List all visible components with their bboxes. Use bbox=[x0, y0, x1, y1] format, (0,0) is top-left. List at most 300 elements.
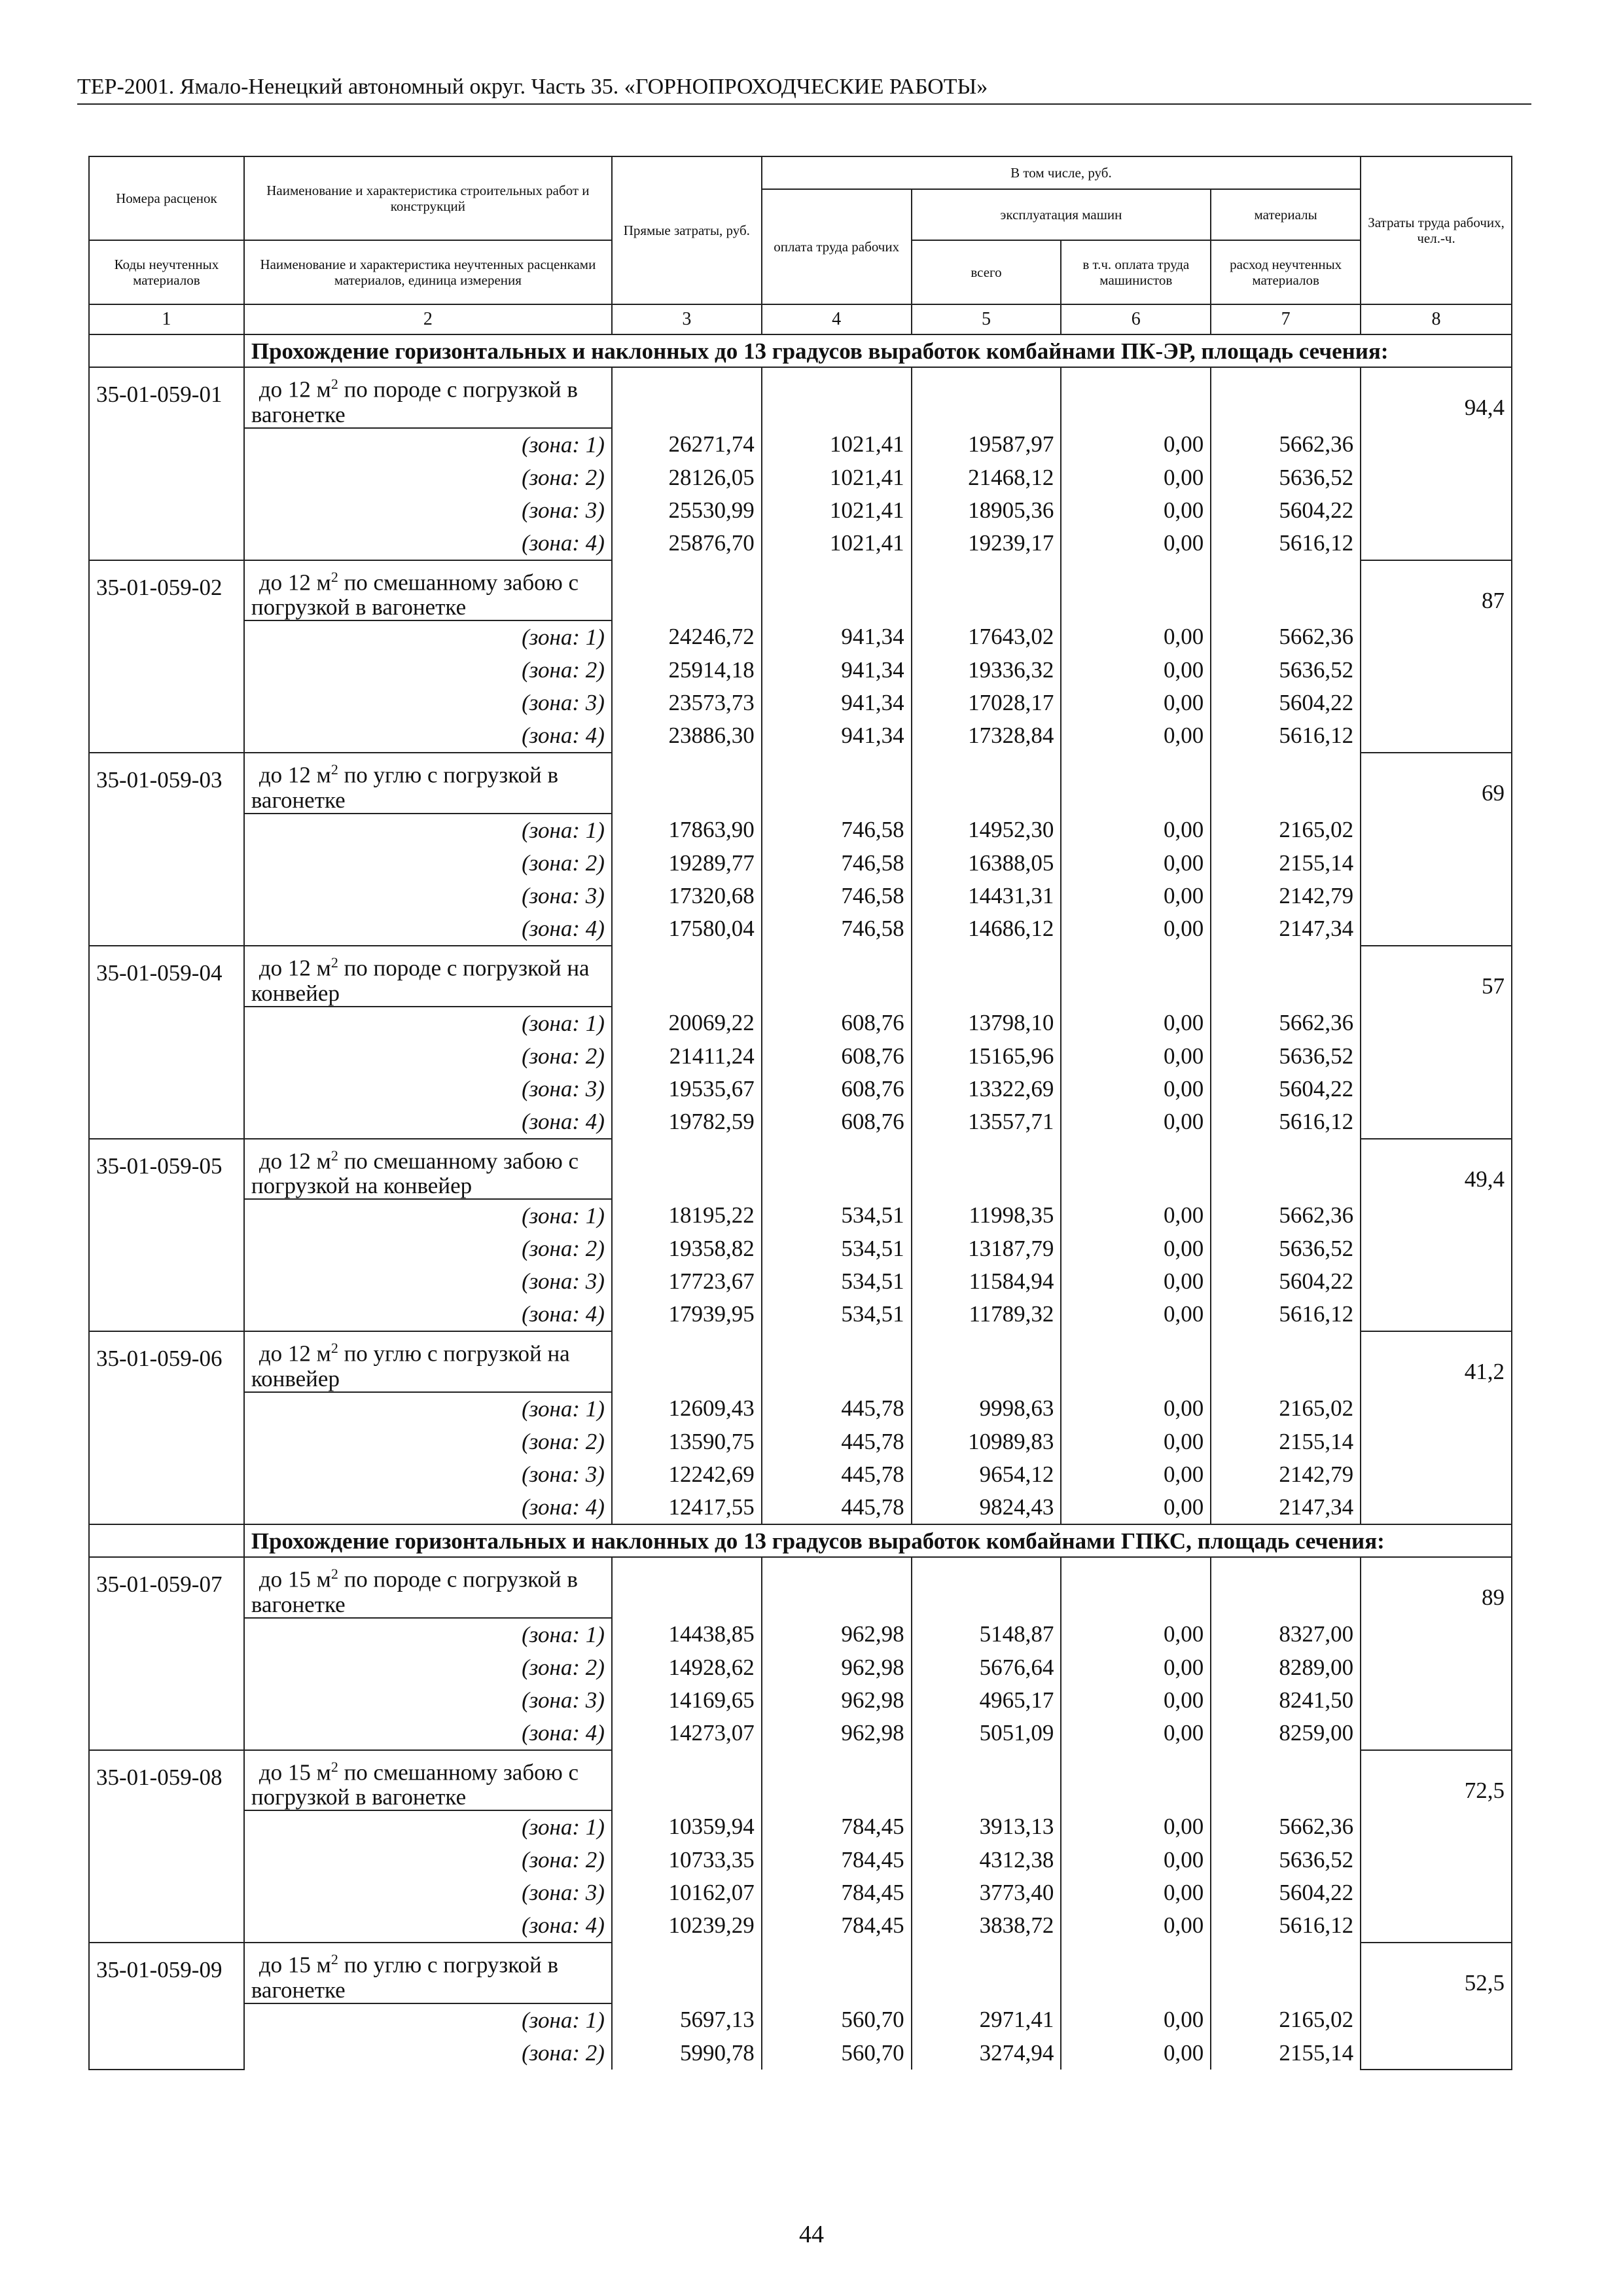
machinist-wages: 0,00 bbox=[1061, 1810, 1211, 1844]
zone-label: (зона: 3) bbox=[244, 1073, 612, 1105]
worker-wages: 560,70 bbox=[762, 2037, 912, 2070]
section-spacer bbox=[89, 334, 244, 367]
machinist-wages: 0,00 bbox=[1061, 687, 1211, 719]
materials-cost: 5662,36 bbox=[1211, 1199, 1361, 1232]
machinist-wages: 0,00 bbox=[1061, 1007, 1211, 1040]
machine-operation: 9824,43 bbox=[912, 1491, 1061, 1524]
machine-operation: 9998,63 bbox=[912, 1392, 1061, 1426]
empty-cell bbox=[612, 1139, 762, 1200]
materials-cost: 2147,34 bbox=[1211, 912, 1361, 946]
rate-name-text: по углю с погрузкой в вагонетке bbox=[251, 762, 558, 813]
empty-cell bbox=[1211, 753, 1361, 814]
worker-wages: 608,76 bbox=[762, 1073, 912, 1105]
worker-wages: 941,34 bbox=[762, 687, 912, 719]
empty-cell bbox=[762, 1331, 912, 1392]
empty-cell bbox=[1211, 1943, 1361, 2003]
rate-row bbox=[89, 1750, 1512, 1811]
direct-cost: 5990,78 bbox=[612, 2037, 762, 2070]
zone-label: (зона: 1) bbox=[244, 428, 612, 461]
zone-row bbox=[89, 494, 1512, 527]
materials-cost: 8241,50 bbox=[1211, 1684, 1361, 1717]
zone-label: (зона: 3) bbox=[244, 880, 612, 912]
empty-cell bbox=[612, 1331, 762, 1392]
direct-cost: 18195,22 bbox=[612, 1199, 762, 1232]
machine-operation: 10989,83 bbox=[912, 1426, 1061, 1458]
materials-cost: 5604,22 bbox=[1211, 1073, 1361, 1105]
machine-operation: 11998,35 bbox=[912, 1199, 1061, 1232]
rate-code: 35-01-059-06 bbox=[89, 1331, 244, 1524]
table-body bbox=[89, 156, 1512, 2070]
materials-cost: 5604,22 bbox=[1211, 1265, 1361, 1298]
materials-cost: 5604,22 bbox=[1211, 494, 1361, 527]
zone-label: (зона: 1) bbox=[244, 620, 612, 654]
materials-cost: 2165,02 bbox=[1211, 1392, 1361, 1426]
empty-cell bbox=[912, 560, 1061, 621]
empty-cell bbox=[1211, 946, 1361, 1007]
rate-row bbox=[89, 753, 1512, 814]
worker-wages: 534,51 bbox=[762, 1199, 912, 1232]
zone-row bbox=[89, 847, 1512, 880]
direct-cost: 12417,55 bbox=[612, 1491, 762, 1524]
rate-name-superscript: 2 bbox=[330, 1951, 338, 1968]
worker-wages: 746,58 bbox=[762, 880, 912, 912]
rate-code: 35-01-059-07 bbox=[89, 1557, 244, 1750]
direct-cost: 24246,72 bbox=[612, 620, 762, 654]
rate-name-text: по смешанному забою с погрузкой в вагонетке bbox=[251, 569, 579, 620]
direct-cost: 17320,68 bbox=[612, 880, 762, 912]
machinist-wages: 0,00 bbox=[1061, 2037, 1211, 2070]
worker-wages: 445,78 bbox=[762, 1426, 912, 1458]
zone-row bbox=[89, 428, 1512, 461]
materials-cost: 2165,02 bbox=[1211, 2003, 1361, 2037]
materials-cost: 5662,36 bbox=[1211, 1007, 1361, 1040]
empty-cell bbox=[1211, 367, 1361, 428]
empty-cell bbox=[912, 1750, 1061, 1811]
rate-row bbox=[89, 1557, 1512, 1618]
column-number: 5 bbox=[912, 304, 1061, 334]
worker-wages: 941,34 bbox=[762, 654, 912, 687]
direct-cost: 25914,18 bbox=[612, 654, 762, 687]
zone-label: (зона: 4) bbox=[244, 912, 612, 946]
machinist-wages: 0,00 bbox=[1061, 1651, 1211, 1684]
machine-operation: 16388,05 bbox=[912, 847, 1061, 880]
materials-cost: 5616,12 bbox=[1211, 719, 1361, 753]
zone-row bbox=[89, 912, 1512, 946]
machinist-wages: 0,00 bbox=[1061, 527, 1211, 560]
materials-cost: 5636,52 bbox=[1211, 1844, 1361, 1876]
rate-name-text: по породе с погрузкой в вагонетке bbox=[251, 1566, 578, 1617]
machine-operation: 4965,17 bbox=[912, 1684, 1061, 1717]
labor-cost: 94,4 bbox=[1361, 367, 1512, 560]
zone-label: (зона: 3) bbox=[244, 687, 612, 719]
machinist-wages: 0,00 bbox=[1061, 1491, 1211, 1524]
zone-row bbox=[89, 2037, 1512, 2070]
direct-cost: 17723,67 bbox=[612, 1265, 762, 1298]
labor-cost: 52,5 bbox=[1361, 1943, 1512, 2070]
section-title: Прохождение горизонтальных и наклонных до 13 градусов выработок комбайнами ПК-ЭР, площадь сечения: bbox=[244, 334, 1512, 367]
column-number: 1 bbox=[89, 304, 244, 334]
section-spacer bbox=[89, 1524, 244, 1557]
machine-operation: 3773,40 bbox=[912, 1876, 1061, 1909]
empty-cell bbox=[1061, 1557, 1211, 1618]
materials-cost: 2142,79 bbox=[1211, 1458, 1361, 1491]
rate-name-text: до 12 м bbox=[259, 1340, 331, 1367]
empty-cell bbox=[612, 1943, 762, 2003]
zone-row bbox=[89, 1426, 1512, 1458]
zone-row bbox=[89, 1040, 1512, 1073]
empty-cell bbox=[912, 1331, 1061, 1392]
direct-cost: 17863,90 bbox=[612, 814, 762, 847]
direct-cost: 10239,29 bbox=[612, 1909, 762, 1943]
machine-operation: 17643,02 bbox=[912, 620, 1061, 654]
zone-label: (зона: 3) bbox=[244, 1876, 612, 1909]
direct-cost: 17580,04 bbox=[612, 912, 762, 946]
direct-cost: 14273,07 bbox=[612, 1717, 762, 1750]
direct-cost: 20069,22 bbox=[612, 1007, 762, 1040]
machine-operation: 4312,38 bbox=[912, 1844, 1061, 1876]
zone-row bbox=[89, 1458, 1512, 1491]
worker-wages: 962,98 bbox=[762, 1684, 912, 1717]
worker-wages: 608,76 bbox=[762, 1105, 912, 1139]
rates-table bbox=[88, 156, 1512, 2070]
machine-operation: 18905,36 bbox=[912, 494, 1061, 527]
materials-cost: 5636,52 bbox=[1211, 461, 1361, 494]
worker-wages: 962,98 bbox=[762, 1717, 912, 1750]
empty-cell bbox=[1061, 1331, 1211, 1392]
machine-operation: 11584,94 bbox=[912, 1265, 1061, 1298]
machinist-wages: 0,00 bbox=[1061, 1618, 1211, 1651]
machinist-wages: 0,00 bbox=[1061, 1105, 1211, 1139]
header-name-top: Наименование и характеристика строительных работ и конструкций bbox=[244, 156, 612, 240]
section-row bbox=[89, 334, 1512, 367]
empty-cell bbox=[762, 753, 912, 814]
page-header: ТЕР-2001. Ямало-Ненецкий автономный округ. Часть 35. «ГОРНОПРОХОДЧЕСКИЕ РАБОТЫ» bbox=[77, 73, 1531, 105]
empty-cell bbox=[912, 1139, 1061, 1200]
column-numbers-row bbox=[89, 304, 1512, 334]
empty-cell bbox=[612, 1750, 762, 1811]
zone-row bbox=[89, 719, 1512, 753]
machine-operation: 3838,72 bbox=[912, 1909, 1061, 1943]
empty-cell bbox=[1061, 946, 1211, 1007]
rate-code: 35-01-059-09 bbox=[89, 1943, 244, 2070]
empty-cell bbox=[912, 367, 1061, 428]
materials-cost: 5616,12 bbox=[1211, 1105, 1361, 1139]
machine-operation: 3274,94 bbox=[912, 2037, 1061, 2070]
zone-label: (зона: 2) bbox=[244, 2037, 612, 2070]
machine-operation: 5051,09 bbox=[912, 1717, 1061, 1750]
empty-cell bbox=[612, 946, 762, 1007]
worker-wages: 962,98 bbox=[762, 1618, 912, 1651]
empty-cell bbox=[1061, 1750, 1211, 1811]
section-row bbox=[89, 1524, 1512, 1557]
rate-row bbox=[89, 367, 1512, 428]
empty-cell bbox=[1061, 1943, 1211, 2003]
zone-row bbox=[89, 880, 1512, 912]
rate-name bbox=[244, 560, 612, 621]
empty-cell bbox=[1211, 1139, 1361, 1200]
zone-row bbox=[89, 1876, 1512, 1909]
zone-row bbox=[89, 527, 1512, 560]
rate-name-text: по породе с погрузкой на конвейер bbox=[251, 955, 590, 1006]
zone-label: (зона: 3) bbox=[244, 1265, 612, 1298]
direct-cost: 14928,62 bbox=[612, 1651, 762, 1684]
empty-cell bbox=[762, 560, 912, 621]
machine-operation: 13798,10 bbox=[912, 1007, 1061, 1040]
worker-wages: 784,45 bbox=[762, 1909, 912, 1943]
empty-cell bbox=[1211, 1331, 1361, 1392]
zone-row bbox=[89, 1717, 1512, 1750]
worker-wages: 962,98 bbox=[762, 1651, 912, 1684]
direct-cost: 12609,43 bbox=[612, 1392, 762, 1426]
direct-cost: 19535,67 bbox=[612, 1073, 762, 1105]
column-number: 3 bbox=[612, 304, 762, 334]
rate-name-superscript: 2 bbox=[330, 954, 338, 971]
direct-cost: 14438,85 bbox=[612, 1618, 762, 1651]
machine-operation: 19239,17 bbox=[912, 527, 1061, 560]
machine-operation: 14686,12 bbox=[912, 912, 1061, 946]
empty-cell bbox=[1061, 560, 1211, 621]
zone-row bbox=[89, 1232, 1512, 1265]
zone-label: (зона: 4) bbox=[244, 527, 612, 560]
rate-name bbox=[244, 1557, 612, 1618]
worker-wages: 534,51 bbox=[762, 1265, 912, 1298]
labor-cost: 72,5 bbox=[1361, 1750, 1512, 1943]
labor-cost: 69 bbox=[1361, 753, 1512, 946]
zone-label: (зона: 2) bbox=[244, 1651, 612, 1684]
worker-wages: 445,78 bbox=[762, 1491, 912, 1524]
direct-cost: 10733,35 bbox=[612, 1844, 762, 1876]
empty-cell bbox=[1211, 1557, 1361, 1618]
machinist-wages: 0,00 bbox=[1061, 1426, 1211, 1458]
rate-name bbox=[244, 1943, 612, 2003]
rate-name-text: до 15 м bbox=[259, 1952, 331, 1978]
machine-operation: 3913,13 bbox=[912, 1810, 1061, 1844]
header-machines-total: всего bbox=[912, 240, 1061, 304]
machine-operation: 21468,12 bbox=[912, 461, 1061, 494]
labor-cost: 41,2 bbox=[1361, 1331, 1512, 1524]
worker-wages: 608,76 bbox=[762, 1007, 912, 1040]
zone-row bbox=[89, 1844, 1512, 1876]
worker-wages: 1021,41 bbox=[762, 461, 912, 494]
machinist-wages: 0,00 bbox=[1061, 1909, 1211, 1943]
labor-cost: 87 bbox=[1361, 560, 1512, 753]
header-direct-costs: Прямые затраты, руб. bbox=[612, 156, 762, 304]
zone-row bbox=[89, 1073, 1512, 1105]
zone-row bbox=[89, 1909, 1512, 1943]
zone-label: (зона: 4) bbox=[244, 1909, 612, 1943]
zone-label: (зона: 1) bbox=[244, 1392, 612, 1426]
header-including: В том числе, руб. bbox=[762, 156, 1361, 189]
zone-row bbox=[89, 1392, 1512, 1426]
worker-wages: 784,45 bbox=[762, 1844, 912, 1876]
rate-name-superscript: 2 bbox=[330, 761, 338, 778]
column-number: 2 bbox=[244, 304, 612, 334]
zone-label: (зона: 2) bbox=[244, 1040, 612, 1073]
rate-code: 35-01-059-02 bbox=[89, 560, 244, 753]
machinist-wages: 0,00 bbox=[1061, 620, 1211, 654]
zone-row bbox=[89, 461, 1512, 494]
rate-name-text: до 12 м bbox=[259, 569, 331, 596]
rate-row bbox=[89, 560, 1512, 621]
rate-name-superscript: 2 bbox=[330, 1758, 338, 1775]
rate-name-text: до 12 м bbox=[259, 955, 331, 981]
materials-cost: 5662,36 bbox=[1211, 620, 1361, 654]
rate-name-superscript: 2 bbox=[330, 376, 338, 392]
rate-name bbox=[244, 367, 612, 428]
header-materials: материалы bbox=[1211, 189, 1361, 240]
empty-cell bbox=[762, 1750, 912, 1811]
direct-cost: 25530,99 bbox=[612, 494, 762, 527]
zone-row bbox=[89, 1298, 1512, 1331]
rate-row bbox=[89, 946, 1512, 1007]
empty-cell bbox=[1211, 1750, 1361, 1811]
machinist-wages: 0,00 bbox=[1061, 1392, 1211, 1426]
rate-name-text: до 12 м bbox=[259, 376, 331, 403]
worker-wages: 784,45 bbox=[762, 1876, 912, 1909]
machinist-wages: 0,00 bbox=[1061, 1073, 1211, 1105]
machinist-wages: 0,00 bbox=[1061, 1199, 1211, 1232]
machine-operation: 17328,84 bbox=[912, 719, 1061, 753]
materials-cost: 2155,14 bbox=[1211, 2037, 1361, 2070]
materials-cost: 8289,00 bbox=[1211, 1651, 1361, 1684]
direct-cost: 25876,70 bbox=[612, 527, 762, 560]
rate-name-text: по смешанному забою с погрузкой в вагонетке bbox=[251, 1759, 579, 1810]
rate-name-text: до 15 м bbox=[259, 1566, 331, 1592]
labor-cost: 49,4 bbox=[1361, 1139, 1512, 1332]
materials-cost: 5604,22 bbox=[1211, 687, 1361, 719]
rate-name bbox=[244, 1750, 612, 1811]
machine-operation: 13322,69 bbox=[912, 1073, 1061, 1105]
zone-row bbox=[89, 1199, 1512, 1232]
direct-cost: 19782,59 bbox=[612, 1105, 762, 1139]
worker-wages: 534,51 bbox=[762, 1298, 912, 1331]
direct-cost: 19358,82 bbox=[612, 1232, 762, 1265]
zone-label: (зона: 2) bbox=[244, 461, 612, 494]
rate-name-superscript: 2 bbox=[330, 1147, 338, 1164]
materials-cost: 2165,02 bbox=[1211, 814, 1361, 847]
rate-name-superscript: 2 bbox=[330, 1565, 338, 1582]
rate-name-text: по углю с погрузкой в вагонетке bbox=[251, 1952, 558, 2003]
zone-label: (зона: 2) bbox=[244, 1232, 612, 1265]
materials-cost: 5616,12 bbox=[1211, 527, 1361, 560]
zone-row bbox=[89, 814, 1512, 847]
zone-row bbox=[89, 1810, 1512, 1844]
materials-cost: 2155,14 bbox=[1211, 847, 1361, 880]
machine-operation: 2971,41 bbox=[912, 2003, 1061, 2037]
machinist-wages: 0,00 bbox=[1061, 880, 1211, 912]
direct-cost: 28126,05 bbox=[612, 461, 762, 494]
labor-cost: 89 bbox=[1361, 1557, 1512, 1750]
zone-row bbox=[89, 1684, 1512, 1717]
zone-label: (зона: 1) bbox=[244, 1199, 612, 1232]
worker-wages: 445,78 bbox=[762, 1458, 912, 1491]
rate-code: 35-01-059-08 bbox=[89, 1750, 244, 1943]
direct-cost: 13590,75 bbox=[612, 1426, 762, 1458]
direct-cost: 10359,94 bbox=[612, 1810, 762, 1844]
materials-cost: 2142,79 bbox=[1211, 880, 1361, 912]
empty-cell bbox=[762, 1943, 912, 2003]
machine-operation: 5148,87 bbox=[912, 1618, 1061, 1651]
direct-cost: 10162,07 bbox=[612, 1876, 762, 1909]
zone-label: (зона: 1) bbox=[244, 2003, 612, 2037]
worker-wages: 746,58 bbox=[762, 847, 912, 880]
empty-cell bbox=[612, 560, 762, 621]
machine-operation: 13187,79 bbox=[912, 1232, 1061, 1265]
zone-row bbox=[89, 1618, 1512, 1651]
machinist-wages: 0,00 bbox=[1061, 428, 1211, 461]
worker-wages: 608,76 bbox=[762, 1040, 912, 1073]
zone-label: (зона: 2) bbox=[244, 654, 612, 687]
machine-operation: 14952,30 bbox=[912, 814, 1061, 847]
empty-cell bbox=[1061, 1139, 1211, 1200]
worker-wages: 1021,41 bbox=[762, 527, 912, 560]
rate-code: 35-01-059-03 bbox=[89, 753, 244, 946]
header-code-top: Номера расценок bbox=[89, 156, 244, 240]
header-machines-wages: в т.ч. оплата труда машинистов bbox=[1061, 240, 1211, 304]
zone-label: (зона: 4) bbox=[244, 1105, 612, 1139]
zone-label: (зона: 3) bbox=[244, 1458, 612, 1491]
zone-row bbox=[89, 687, 1512, 719]
machinist-wages: 0,00 bbox=[1061, 461, 1211, 494]
materials-cost: 5662,36 bbox=[1211, 428, 1361, 461]
machinist-wages: 0,00 bbox=[1061, 1265, 1211, 1298]
machinist-wages: 0,00 bbox=[1061, 1844, 1211, 1876]
materials-cost: 2147,34 bbox=[1211, 1491, 1361, 1524]
worker-wages: 941,34 bbox=[762, 719, 912, 753]
header-name-bottom: Наименование и характеристика неучтенных расценками материалов, единица измерения bbox=[244, 240, 612, 304]
rate-name-superscript: 2 bbox=[330, 1340, 338, 1357]
header-machines: эксплуатация машин bbox=[912, 189, 1211, 240]
rate-name-text: по смешанному забою с погрузкой на конвейер bbox=[251, 1148, 579, 1199]
worker-wages: 534,51 bbox=[762, 1232, 912, 1265]
column-number: 6 bbox=[1061, 304, 1211, 334]
machinist-wages: 0,00 bbox=[1061, 1876, 1211, 1909]
rate-name-text: до 12 м bbox=[259, 762, 331, 788]
rate-name bbox=[244, 1331, 612, 1392]
machinist-wages: 0,00 bbox=[1061, 1717, 1211, 1750]
materials-cost: 5636,52 bbox=[1211, 1040, 1361, 1073]
rate-name-text: по породе с погрузкой в вагонетке bbox=[251, 376, 578, 427]
zone-label: (зона: 4) bbox=[244, 1491, 612, 1524]
materials-cost: 8259,00 bbox=[1211, 1717, 1361, 1750]
machine-operation: 17028,17 bbox=[912, 687, 1061, 719]
empty-cell bbox=[1211, 560, 1361, 621]
rate-row bbox=[89, 1139, 1512, 1200]
machinist-wages: 0,00 bbox=[1061, 912, 1211, 946]
materials-cost: 5616,12 bbox=[1211, 1909, 1361, 1943]
rate-name-superscript: 2 bbox=[330, 568, 338, 585]
zone-label: (зона: 1) bbox=[244, 1810, 612, 1844]
page-number: 44 bbox=[799, 2221, 824, 2248]
direct-cost: 23886,30 bbox=[612, 719, 762, 753]
empty-cell bbox=[762, 1557, 912, 1618]
machine-operation: 5676,64 bbox=[912, 1651, 1061, 1684]
rate-code: 35-01-059-01 bbox=[89, 367, 244, 560]
column-number: 4 bbox=[762, 304, 912, 334]
column-number: 8 bbox=[1361, 304, 1512, 334]
machine-operation: 9654,12 bbox=[912, 1458, 1061, 1491]
empty-cell bbox=[912, 753, 1061, 814]
zone-label: (зона: 1) bbox=[244, 1618, 612, 1651]
machinist-wages: 0,00 bbox=[1061, 1684, 1211, 1717]
machine-operation: 19336,32 bbox=[912, 654, 1061, 687]
worker-wages: 746,58 bbox=[762, 912, 912, 946]
header-wages: оплата труда рабочих bbox=[762, 189, 912, 304]
header-labor: Затраты труда рабочих, чел.-ч. bbox=[1361, 156, 1512, 304]
empty-cell bbox=[912, 1943, 1061, 2003]
rate-code: 35-01-059-05 bbox=[89, 1139, 244, 1332]
empty-cell bbox=[912, 1557, 1061, 1618]
